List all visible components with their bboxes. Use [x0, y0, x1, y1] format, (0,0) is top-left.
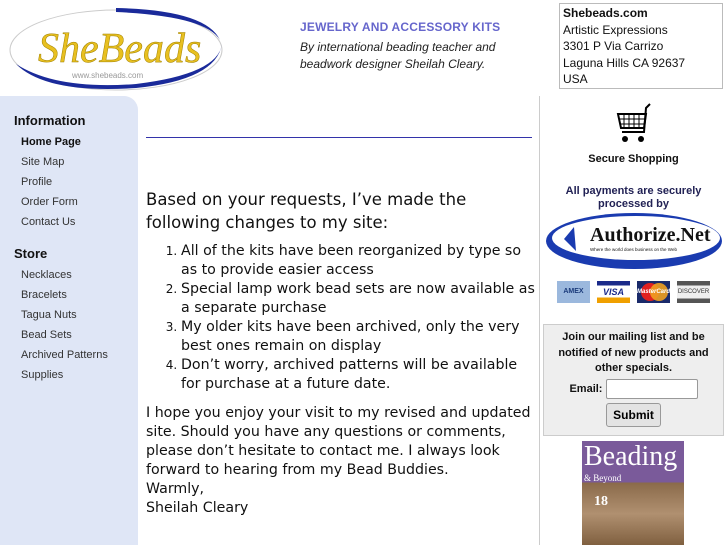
list-item: 3. My older kits have been archived, only the very best ones remain on display — [181, 318, 536, 356]
sidebar-heading-store: Store — [14, 246, 48, 261]
address-line: Laguna Hills CA 92637 — [563, 55, 686, 70]
mailing-list-form — [543, 324, 724, 436]
tagline — [300, 20, 550, 73]
address-line: 3301 P Via Carrizo — [563, 39, 664, 53]
email-input[interactable] — [606, 379, 698, 399]
byline: By international beading teacher and beadwork designer Sheilah Cleary. — [300, 40, 496, 71]
card-logos — [540, 281, 727, 303]
book-number: 18 — [594, 494, 608, 509]
sidebar-item-order-form[interactable]: Order Form — [21, 196, 78, 208]
address-line: Artistic Expressions — [563, 22, 668, 37]
address-box — [559, 3, 723, 89]
amex-card-icon: AMEX — [557, 281, 590, 303]
sidebar — [0, 96, 138, 545]
beading-book-cover[interactable] — [582, 441, 684, 545]
sidebar-item-bracelets[interactable]: Bracelets — [21, 289, 67, 301]
list-item: 2. Special lamp work bead sets are now available as a separate purchase — [181, 280, 536, 318]
mastercard-label: MasterCard — [637, 289, 670, 295]
closing: Warmly, — [146, 481, 205, 497]
discover-card-icon: DISCOVER — [677, 281, 710, 303]
divider — [146, 137, 532, 138]
main-content — [146, 188, 536, 518]
site-name: Shebeads.com — [563, 6, 648, 20]
changes-list — [146, 242, 536, 394]
intro-paragraph: I hope you enjoy your visit to my revised and updated site. Should you have any questions or comments, please don’t hesitate to contact me. I always look forward to hearing from my Bead Buddies. — [146, 405, 531, 478]
sidebar-item-home[interactable]: Home Page — [21, 136, 81, 148]
sidebar-item-profile[interactable]: Profile — [21, 176, 53, 188]
email-label: Email: — [569, 382, 603, 395]
payments-text: All payments are securely processed by — [565, 185, 702, 210]
list-item: 1. All of the kits have been reorganized by type so as to provide easier access — [181, 242, 536, 280]
sidebar-item-site-map[interactable]: Site Map — [21, 156, 65, 168]
signature: Sheilah Cleary — [146, 500, 249, 516]
visa-card-icon: VISA — [597, 281, 630, 303]
list-item: 4. Don’t worry, archived patterns will be available for purchase at a future date. — [181, 356, 536, 394]
book-subtitle: & Beyond — [584, 473, 622, 483]
secure-shopping-label: Secure Shopping — [588, 153, 679, 165]
sidebar-item-bead-sets[interactable]: Bead Sets — [21, 329, 72, 341]
book-title: Beading — [584, 441, 678, 472]
svg-text:www.shebeads.com: www.shebeads.com — [72, 71, 144, 80]
mailing-list-text: Join our mailing list and be notified of new products and other specials. — [558, 331, 709, 374]
sidebar-item-necklaces[interactable]: Necklaces — [21, 269, 72, 281]
right-column — [540, 96, 727, 303]
svg-text:SheBeads: SheBeads — [38, 26, 202, 72]
sidebar-item-archived-patterns[interactable]: Archived Patterns — [21, 349, 108, 361]
mastercard-icon — [637, 281, 670, 303]
svg-text:Authorize.Net: Authorize.Net — [589, 224, 711, 246]
sidebar-item-contact[interactable]: Contact Us — [21, 216, 76, 228]
shopping-cart-icon — [614, 102, 654, 146]
submit-button[interactable]: Submit — [606, 403, 661, 427]
sidebar-item-supplies[interactable]: Supplies — [21, 369, 64, 381]
sidebar-item-tagua-nuts[interactable]: Tagua Nuts — [21, 309, 77, 321]
authorize-net-logo[interactable] — [544, 211, 724, 271]
shebeads-logo[interactable] — [6, 4, 226, 92]
address-line: USA — [563, 72, 588, 86]
svg-text:Where the world does business: Where the world does business on the Web — [589, 247, 677, 252]
sidebar-heading-information: Information — [14, 113, 86, 128]
main-heading: Based on your requests, I’ve made the following changes to my site: — [146, 190, 467, 232]
kits-heading: JEWELRY AND ACCESSORY KITS — [300, 20, 501, 34]
